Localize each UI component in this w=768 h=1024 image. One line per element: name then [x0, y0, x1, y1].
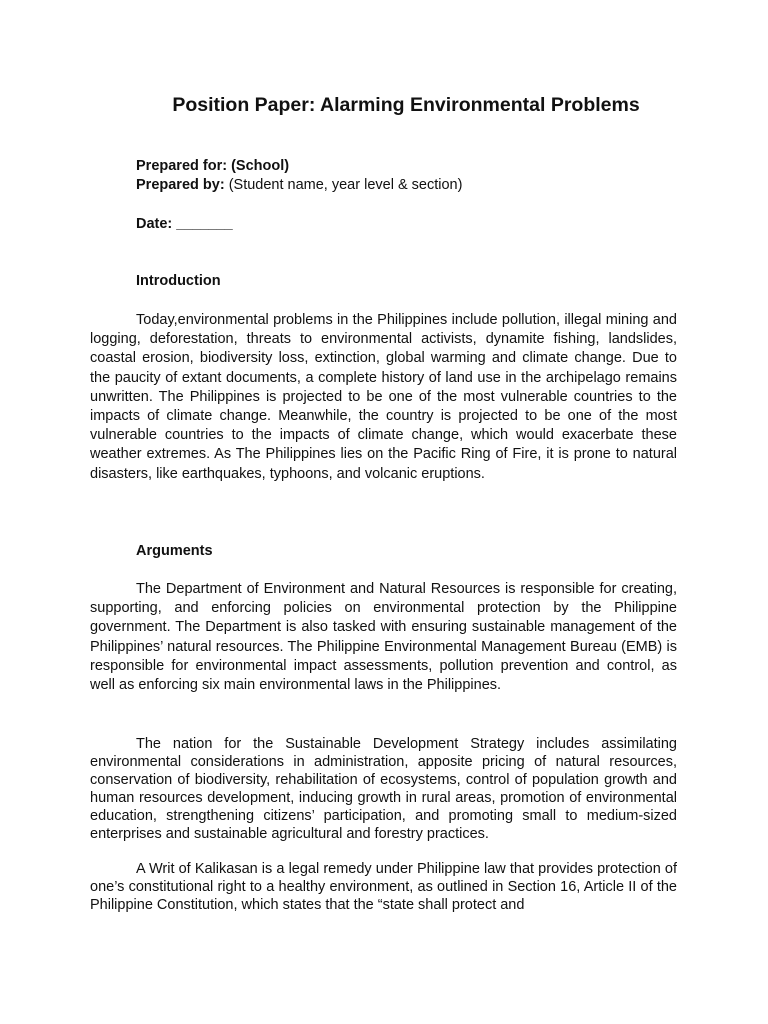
prepared-for-line — [136, 157, 289, 176]
prepared-by-value: (Student name, year level & section) — [228, 177, 463, 193]
arguments-paragraph-3: A Writ of Kalikasan is a legal remedy under Philippine law that provides protection of one’s constitutional right to a healthy environment, as outlined in Section 16, Article II of the Philippine Constitution, which states that the “state shall protect and — [90, 861, 677, 913]
arguments-paragraph-2: The nation for the Sustainable Development Strategy includes assimilating environmental considerations in administration, apposite pricing of natural resources, conservation of biodiversity, rehabilitation of ecosystems, control of population growth and human resources development, inducing growth in rural areas, promotion of environmental education, strengthening citizens’ participation, and promoting small to medium-sized enterprises and sustainable agricultural and forestry practices. — [90, 736, 677, 842]
prepared-for-label: Prepared for: — [136, 158, 228, 174]
prepared-by-line — [136, 176, 462, 195]
date-line — [136, 215, 233, 234]
prepared-by-label: Prepared by: — [136, 177, 225, 193]
date-label: Date: — [136, 216, 173, 232]
prepared-for-value: (School) — [231, 158, 290, 174]
arguments-heading: Arguments — [136, 543, 213, 559]
introduction-paragraph: Today,environmental problems in the Philippines include pollution, illegal mining and logging, deforestation, threats to environmental activists, dynamite fishing, landslides, coastal erosion, biodiversity loss, extinction, global warming and climate change. Due to the paucity of extant documents, a complete history of land use in the archipelago remains unwritten. The Philippines is projected to be one of the most vulnerable countries to the impacts of climate change. Meanwhile, the country is projected to be one of the most vulnerable countries to the impacts of climate change, which would exacerbate these weather extremes. As The Philippines lies on the Pacific Ring of Fire, it is prone to natural disasters, like earthquakes, typhoons, and volcanic eruptions. — [90, 312, 677, 482]
page-title: Position Paper: Alarming Environmental Problems — [172, 94, 640, 116]
introduction-heading: Introduction — [136, 273, 221, 289]
date-value: _______ — [176, 216, 233, 232]
arguments-paragraph-1: The Department of Environment and Natural Resources is responsible for creating, supporting, and enforcing policies on environmental protection by the Philippine government. The Department is also tasked with ensuring sustainable management of the Philippines’ natural resources. The Philippine Environmental Management Bureau (EMB) is responsible for environmental impact assessments, pollution prevention and control, as well as enforcing six main environmental laws in the Philippines. — [90, 581, 677, 694]
